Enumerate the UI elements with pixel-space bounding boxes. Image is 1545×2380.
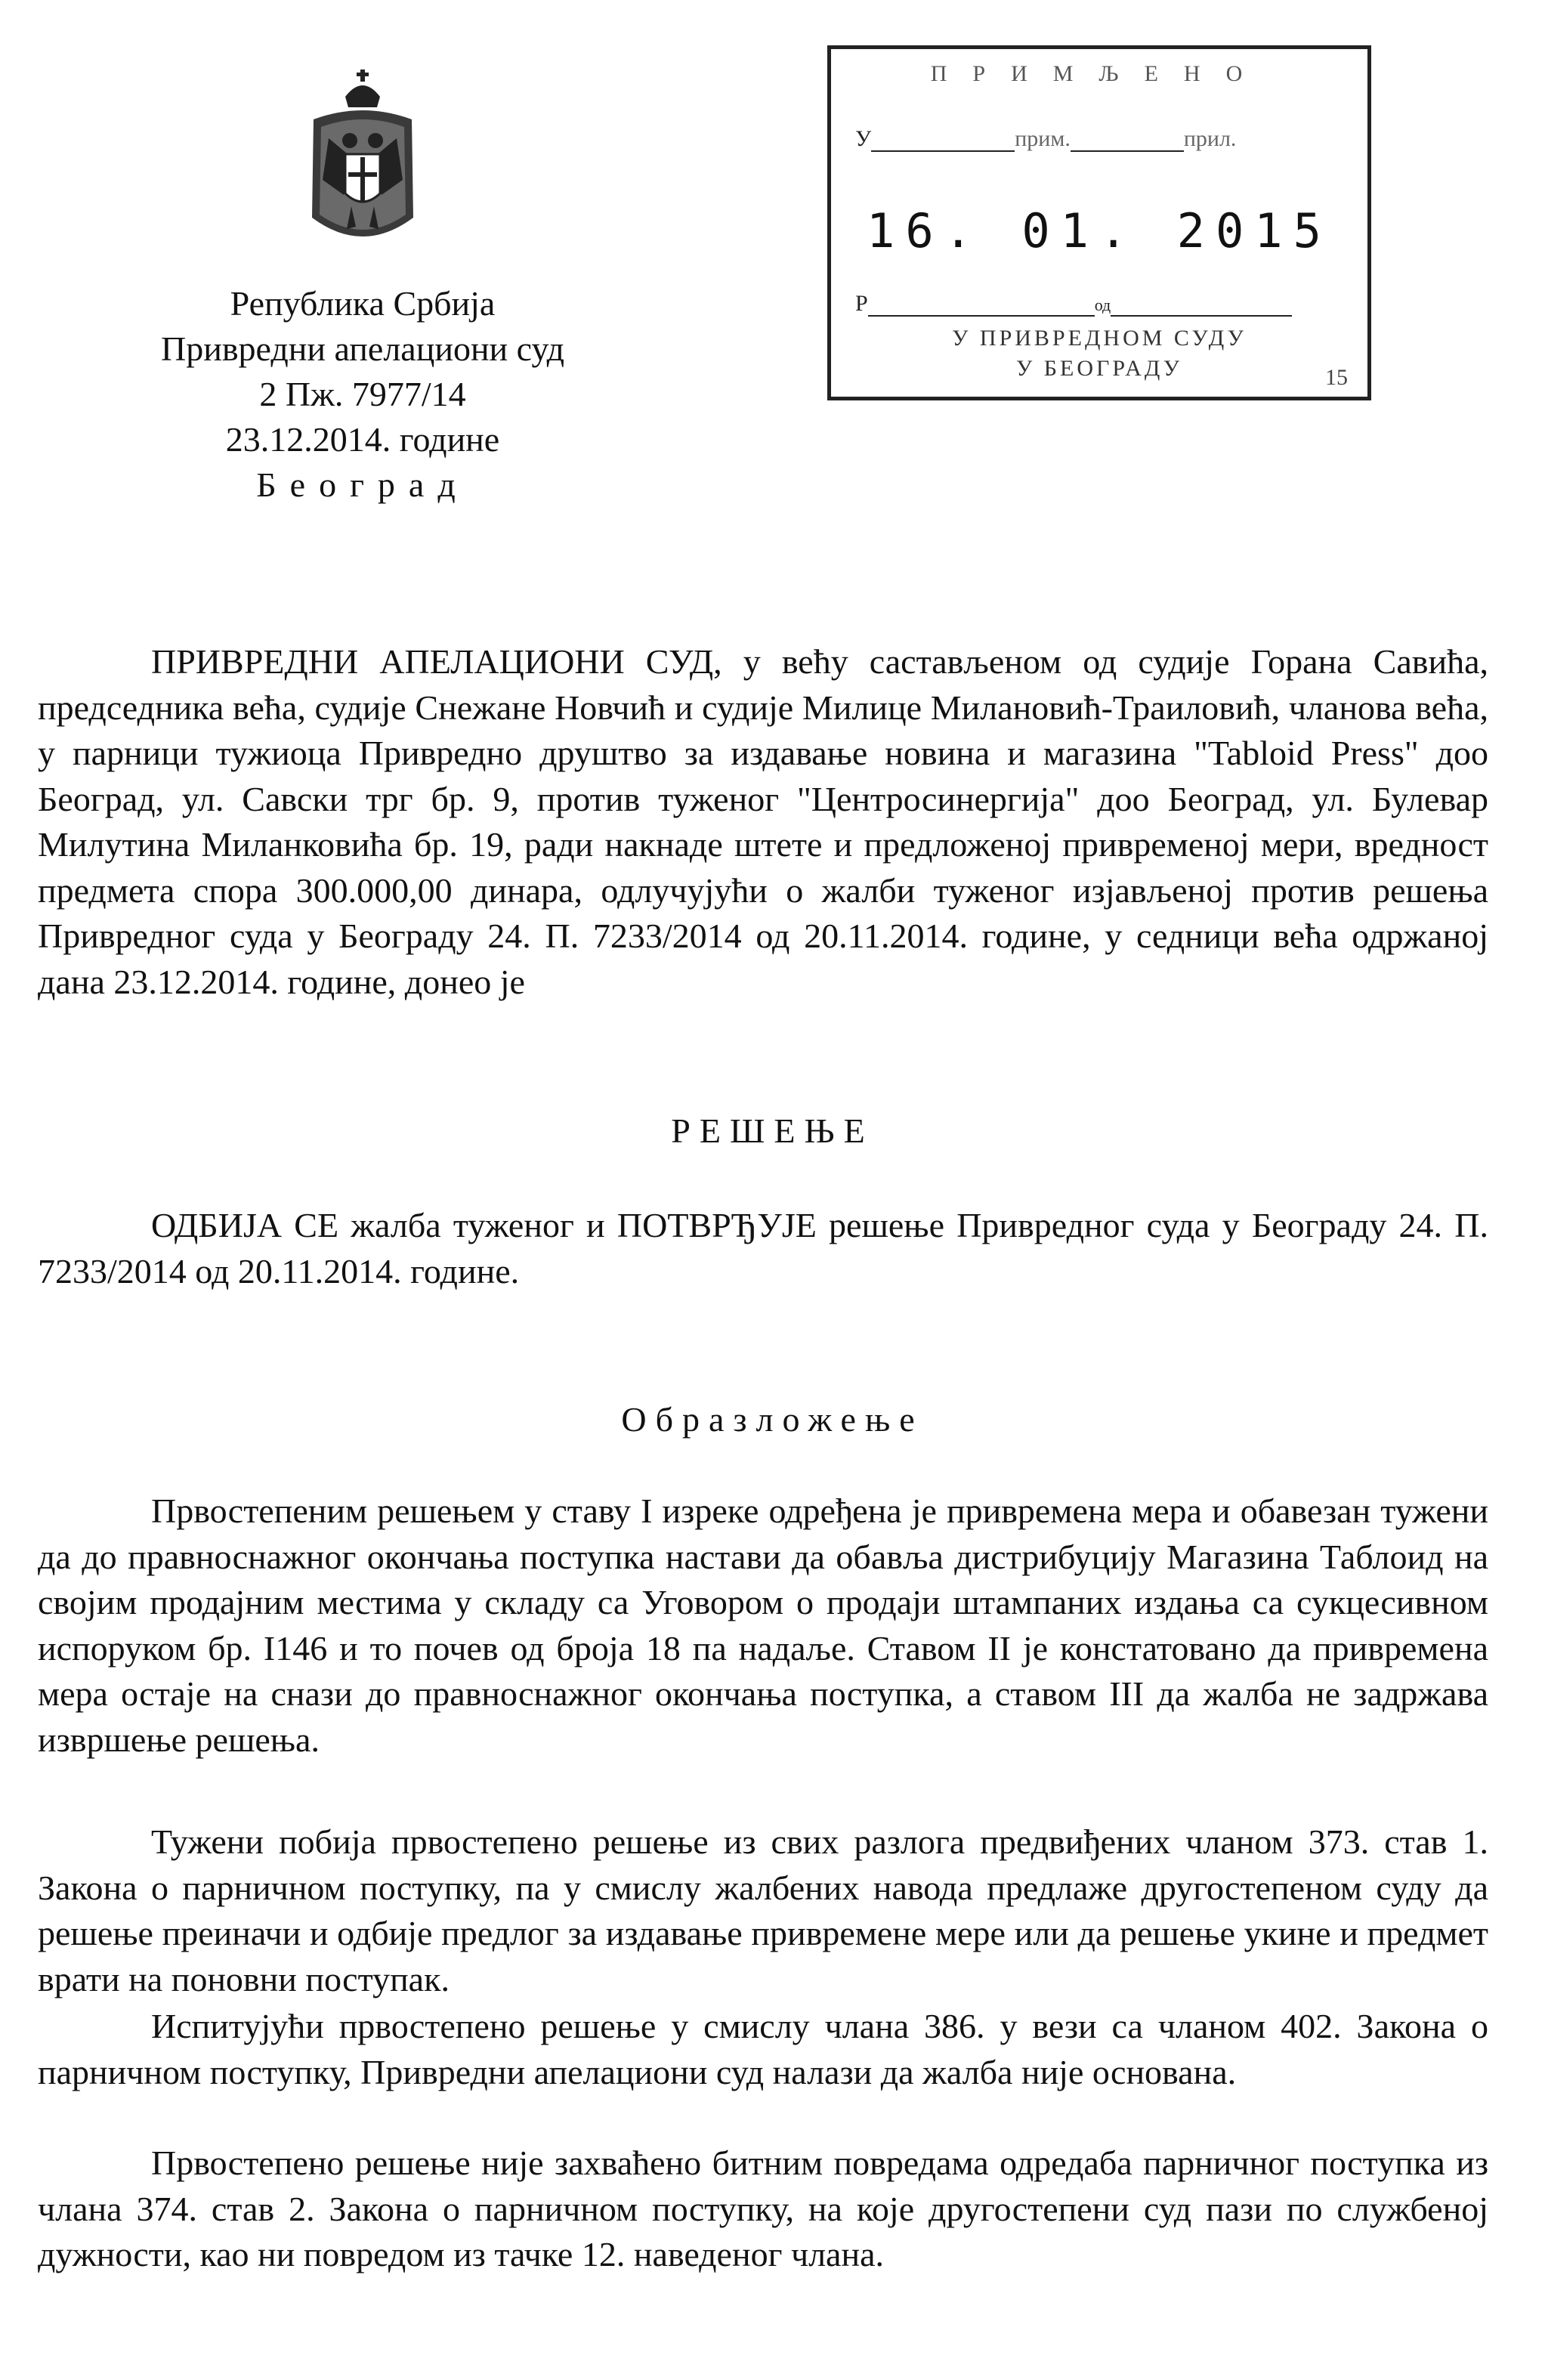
- serbian-coat-of-arms-icon: [298, 66, 427, 255]
- stamp-number: 15: [1325, 365, 1348, 390]
- stamp-row1-prefix: У: [855, 126, 872, 151]
- court-header: [98, 281, 627, 508]
- reasoning-paragraph-3: Испитујући првостепено решење у смислу члана 386. у вези са чланом 402. Закона о парничном поступку, Привредни апелациони суд налази да жалба није основана.: [38, 2007, 1488, 2091]
- header-city: Београд: [256, 465, 469, 504]
- decision-paragraph: ОДБИЈА СЕ жалба туженог и ПОТВРЂУЈЕ решење Привредног суда у Београду 24. П. 7233/2014 од 20.11.2014. године.: [38, 1206, 1488, 1290]
- header-date: 23.12.2014. године: [225, 420, 500, 459]
- stamp-court-line2: У БЕОГРАДУ: [1016, 356, 1182, 381]
- decision-heading: РЕШЕЊЕ: [671, 1111, 874, 1150]
- stamp-row3-prefix: Р: [855, 291, 868, 316]
- header-case-number: 2 Пж. 7977/14: [259, 375, 466, 413]
- header-court-name: Привредни апелациони суд: [160, 329, 564, 368]
- reasoning-heading: Образложење: [621, 1400, 924, 1439]
- stamp-row1-end: прил.: [1183, 126, 1237, 151]
- reasoning-paragraph-1: Првостепеним решењем у ставу I изреке одређена је привремена мера и обавезан тужени да до правноснажног окончања поступка настави да обавља дистрибуцију Магазина Таблоид на својим продајним местима у складу са Уговором о продаји штампаних издања са сукцесивном испоруком бр. I146 и то почев од броја 18 па надаље. Ставом II је констатовано да привремена мера остаје на снази до правноснажног окончања поступка, а ставом III да жалба не задржава извршење решења.: [38, 1491, 1488, 1759]
- intro-paragraph: ПРИВРЕДНИ АПЕЛАЦИОНИ СУД, у већу састављеном од судије Горана Савића, председника већа, судије Снежане Новчић и судије Милице Милановић-Траиловић, чланова већа, у парници тужиоца Привредно друштво за издавање новина и магазина "Tabloid Press" доо Београд, ул. Савски трг бр. 9, против туженог "Центросинергија" доо Београд, ул. Булевар Милутина Миланковића бр. 19, ради накнаде штете и предложеној привременој мери, вредност предмета спора 300.000,00 динара, одлучујући о жалби туженог изјављеној против решења Привредног суда у Београду 24. П. 7233/2014 од 20.11.2014. године, у седници већа одржаној дана 23.12.2014. године, донео је: [38, 642, 1488, 1001]
- received-stamp: [827, 45, 1371, 400]
- reasoning-paragraph-2: Тужени побија првостепено решење из свих разлога предвиђених чланом 373. став 1. Закона о парничном поступку, па у смислу жалбених навода предлаже другостепеном суду да решење преиначи и одбије предлог за издавање привремене мере или да решење укине и предмет врати на поновни поступак.: [38, 1822, 1488, 1998]
- stamp-row1-mid: прим.: [1015, 126, 1071, 151]
- header-country: Република Србија: [230, 284, 496, 323]
- reasoning-paragraph-4: Првостепено решење није захваћено битним повредама одредаба парничног поступка из члана 374. став 2. Закона о парничном поступку, на које другостепени суд пази по службеној дужности, као ни повредом из тачке 12. наведеног члана.: [38, 2144, 1488, 2273]
- stamp-row-register: [855, 291, 1351, 317]
- stamp-court-line1: У ПРИВРЕДНОМ СУДУ: [952, 326, 1247, 351]
- stamp-row3-mid: од: [1094, 295, 1111, 314]
- stamp-date: 16. 01. 2015: [867, 203, 1332, 258]
- stamp-row-receipt: [855, 126, 1351, 152]
- stamp-title: ПРИМЉЕНО: [930, 61, 1268, 86]
